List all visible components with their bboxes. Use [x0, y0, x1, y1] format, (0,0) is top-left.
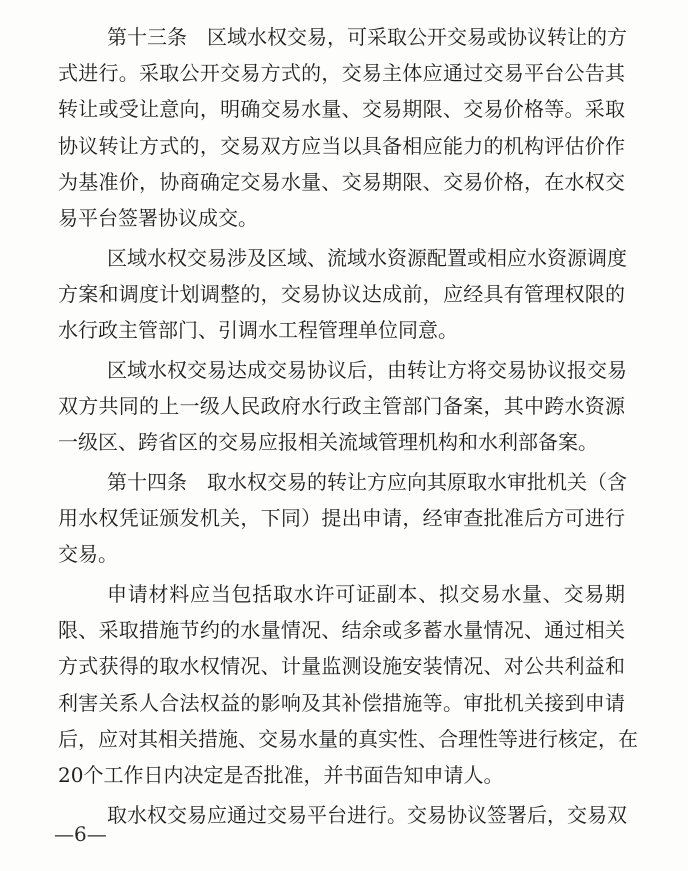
paragraph-1-line-5: 为基准价，协商确定交易水量、交易期限、交易价格，在水权交: [58, 169, 626, 194]
paragraph-1-line-6: 易平台签署协议成交。: [58, 206, 258, 230]
paragraph-5-line-1: 申请材料应当包括取水许可证副本、拟交易水量、交易期: [107, 582, 626, 606]
paragraph-3-line-3: 一级区、跨省区的交易应报相关流域管理机构和水利部备案。: [58, 430, 598, 455]
paragraph-5-line-3: 方式获得的取水权情况、计量监测设施安装情况、对公共利益和: [58, 654, 626, 679]
paragraph-2-line-3: 水行政主管部门、引调水工程管理单位同意。: [58, 318, 458, 343]
paragraph-6-line-1: 取水权交易应通过交易平台进行。交易协议签署后，交易双: [107, 802, 627, 827]
paragraph-1-line-1: 第十三条 区域水权交易，可采取公开交易或协议转让的方: [107, 25, 627, 49]
paragraph-1-line-3: 转让或受让意向，明确交易水量、交易期限、交易价格等。采取: [58, 97, 626, 122]
paragraph-3-line-1: 区域水权交易达成交易协议后，由转让方将交易协议报交易: [107, 357, 627, 382]
paragraph-2-line-1: 区域水权交易涉及区域、流域水资源配置或相应水资源调度: [107, 245, 627, 270]
paragraph-5-line-4: 利害关系人合法权益的影响及其补偿措施等。审批机关接到申请: [58, 690, 626, 715]
paragraph-4-line-3: 交易。: [58, 542, 118, 567]
paragraph-1-line-4: 协议转让方式的，交易双方应当以具备相应能力的机构评估价作: [58, 133, 626, 158]
paragraph-5-line-2: 限、采取措施节约的水量情况、结余或多蓄水量情况、通过相关: [58, 618, 626, 643]
paragraph-2-line-2: 方案和调度计划调整的，交易协议达成前，应经具有管理权限的: [58, 281, 626, 306]
page-number: —6—: [54, 822, 107, 846]
paragraph-5-line-6: 20个工作日内决定是否批准，并书面告知申请人。: [58, 763, 504, 787]
paragraph-5-line-5: 后，应对其相关措施、交易水量的真实性、合理性等进行核定，在: [58, 726, 638, 751]
paragraph-4-line-2: 用水权凭证颁发机关，下同）提出申请，经审查批准后方可进行: [58, 506, 626, 531]
paragraph-4-line-1: 第十四条 取水权交易的转让方应向其原取水审批机关（含: [107, 469, 627, 494]
paragraph-3-line-2: 双方共同的上一级人民政府水行政主管部门备案，其中跨水资源: [58, 394, 626, 418]
paragraph-1-line-2: 式进行。采取公开交易方式的，交易主体应通过交易平台公告其: [58, 61, 626, 86]
